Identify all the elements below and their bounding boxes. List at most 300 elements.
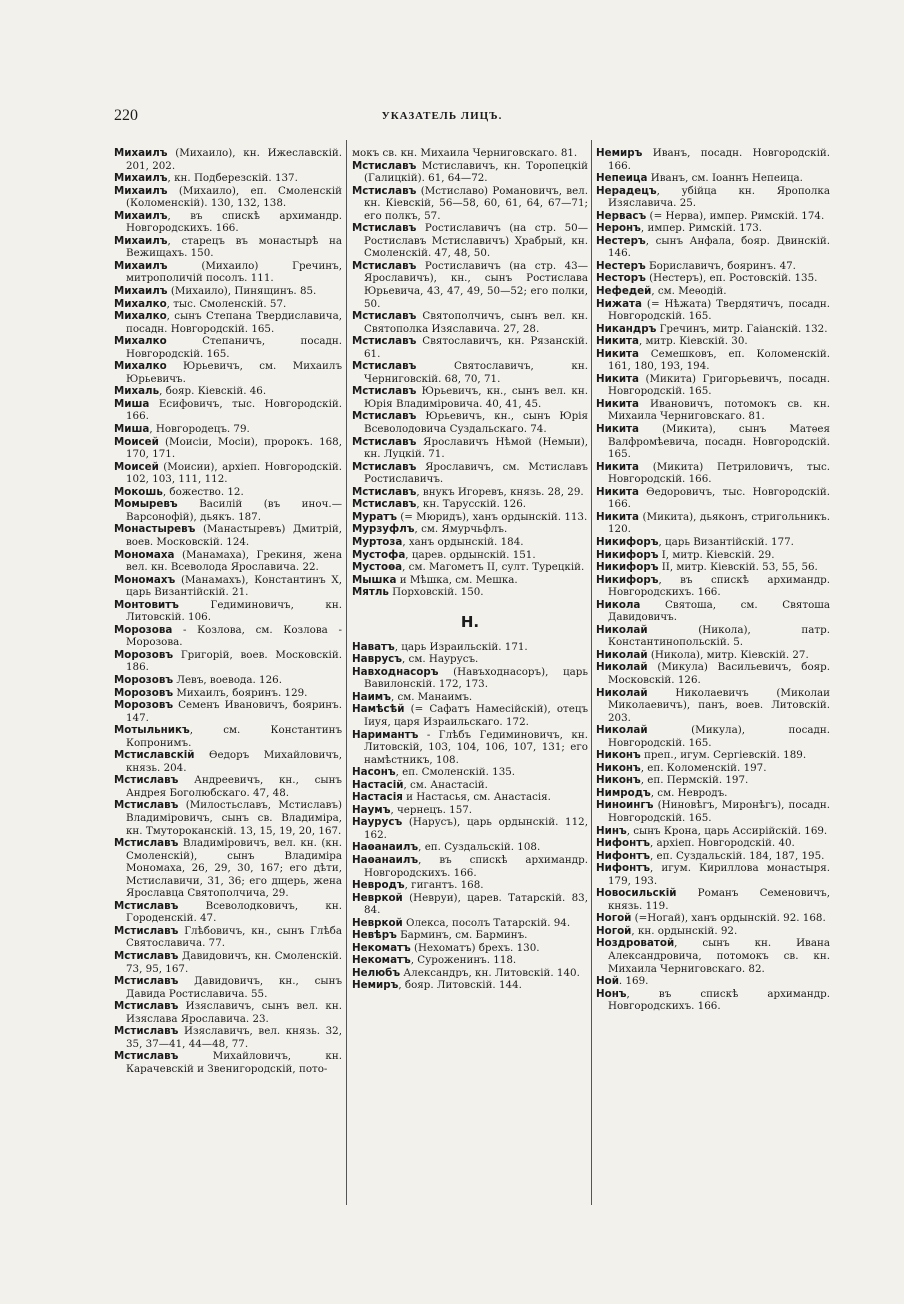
index-entry [114,900,342,925]
entry-text: , въ спискѣ архимандр. Новгородскихъ. 166. [608,573,830,599]
entry-headword: Мустофа [352,548,406,561]
entry-text: Романъ Семеновичъ, князь. 119. [608,887,830,912]
index-entry [114,398,342,423]
entry-headword: Насонъ [352,766,396,779]
entry-headword: Некоматъ [352,954,411,967]
entry-headword: Мстиславъ [114,837,179,850]
entry-text: Святоша, см. Святоша Давидовичъ. [608,598,830,624]
index-entry [114,837,342,900]
index-entry [596,511,830,536]
entry-text: Семенъ Ивановичъ, бояринъ. 147. [126,699,342,724]
entry-headword: Морозовъ [114,673,174,686]
entry-headword: Михаль [114,385,160,398]
index-entry [596,724,830,749]
entry-headword: Михаилъ [114,172,168,185]
entry-headword: Морозовъ [114,686,174,699]
index-entry [352,536,588,549]
entry-headword: Никонъ [596,774,641,787]
index-entry [352,854,588,879]
index-entry [114,423,342,436]
entry-text: (Невруи), царев. Татарскій. 83, 84. [364,891,588,917]
entry-headword: Мстиславъ [114,924,179,937]
index-entry [596,461,830,486]
entry-headword: Никита [596,335,639,348]
index-entry [114,172,342,185]
index-entry [596,172,830,185]
index-entry [596,298,830,323]
index-entry [596,373,830,398]
entry-headword: Ноздроватой [596,937,675,950]
index-entry [114,624,342,649]
entry-headword: Никифоръ [596,548,659,561]
entry-headword: Никифоръ [596,561,659,574]
entry-headword: Немиръ [596,147,643,159]
index-entry [352,804,588,817]
index-entry [352,666,588,691]
index-entry [596,787,830,800]
entry-headword: Никита [596,510,639,523]
index-entry [596,749,830,762]
entry-headword: Нифонтъ [596,837,650,850]
entry-headword: Мотыльникъ [114,724,190,737]
entry-text: Юрьевичъ, кн., сынъ вел. кн. Юрія Владиміровича. 40, 41, 45. [364,385,588,410]
index-entry [352,222,588,260]
entry-headword: Наѳанаилъ [352,841,419,854]
entry-headword: Муртоза [352,535,403,548]
entry-headword: Монтовитъ [114,598,179,611]
index-column-1 [114,147,342,1075]
entry-headword: Мстиславъ [352,335,417,348]
entry-headword: Мстиславъ [352,435,417,448]
entry-text: , внукъ Игоревъ, князь. 28, 29. [416,485,584,498]
index-entry [352,160,588,185]
entry-text: Олекса, посолъ Татарскій. 94. [402,916,571,929]
entry-headword: Михалко [114,360,167,373]
entry-text: , сынъ Крона, царь Ассирійскій. 169. [626,824,828,837]
index-entry [114,436,342,461]
entry-text: , кн. ордынскій. 92. [631,924,738,937]
index-entry [352,549,588,562]
entry-text: Юрьевичъ, см. Михаилъ Юрьевичъ. [126,360,342,385]
entry-text: Степаничъ, посадн. Новгородскій. 165. [126,335,342,360]
entry-headword: Никонъ [596,761,641,774]
page-header [112,107,772,131]
index-entry [596,486,830,511]
entry-headword: Михалко [114,310,167,323]
entry-text: , см. Манаимъ. [390,690,473,703]
column-rule [346,140,347,1205]
entry-headword: Мстиславъ [352,310,417,323]
entry-headword: Нервасъ [596,209,647,222]
entry-text: (= Нерва), импер. Римскій. 174. [646,209,825,222]
index-entry [114,185,342,210]
entry-headword: Навходнасоръ [352,665,439,678]
entry-text: Давидовичъ, кн., сынъ Давида Ростиславича. 55. [126,975,342,1000]
entry-text: Ивановичъ, потомокъ св. кн. Михаила Черниговскаго. 81. [608,397,830,423]
index-entry [596,210,830,223]
entry-headword: Настасія [352,791,403,804]
index-entry [114,724,342,749]
entry-text: (Ниновѣгъ, Миронѣгъ), посадн. Новгородскій. 165. [608,799,830,824]
index-entry [114,523,342,548]
entry-text: (=Ногай), ханъ ордынскій. 92. 168. [631,912,826,925]
index-entry [596,147,830,172]
entry-text: , митр. Кіевскій. 30. [638,335,748,348]
entry-text: , гигантъ. 168. [404,879,484,892]
index-entry [596,423,830,461]
entry-text: , см. Меѳодій. [651,285,727,298]
index-entry [352,929,588,942]
entry-text: (Моисии), архіеп. Новгородскій. 102, 103, 111, 112. [126,460,342,486]
entry-text: Александръ, кн. Литовскій. 140. [400,966,580,979]
entry-text: Мстиславичъ, кн. Торопецкій (Галицкій). 61, 64—72. [364,159,588,185]
index-entry [596,825,830,838]
index-entry [352,729,588,767]
entry-text: , царев. ордынскій. 151. [405,548,536,561]
entry-headword: Немиръ [352,979,399,992]
index-entry [352,561,588,574]
entry-headword: Мстиславъ [114,1000,179,1013]
entry-headword: Мстиславъ [114,950,179,962]
entry-text: , еп. Пермскій. 197. [640,774,749,787]
entry-text: , царь Византійскій. 177. [658,535,794,548]
entry-headword: Нижата [596,297,642,310]
entry-headword: Морозова [114,623,173,636]
entry-text: (Микита) Петриловичъ, тыс. Новгородскій. 166. [608,460,830,486]
column-rule [591,140,592,1205]
entry-headword: Намѣсѣй [352,703,405,716]
index-entry [114,649,342,674]
entry-text: (Навъходнасоръ), царь Вавилонскій. 172, 173. [364,665,588,691]
index-entry [352,410,588,435]
index-entry [352,892,588,917]
index-entry [596,912,830,925]
index-entry [352,385,588,410]
entry-headword: Миша [114,397,150,410]
entry-headword: Мстиславъ [352,385,417,398]
index-entry [114,1025,342,1050]
index-entry [114,975,342,1000]
entry-headword: Николай [596,686,648,699]
entry-headword: Наримантъ [352,728,419,741]
entry-text: Святославичъ, кн. Рязанскій. 61. [364,335,588,360]
index-entry [352,586,588,599]
entry-headword: Невркой [352,891,403,904]
index-entry [596,862,830,887]
entry-headword: Новосильскій [596,887,677,900]
entry-headword: Мстиславъ [114,1025,179,1038]
entry-text: (Михаило), Пинящинъ. 85. [167,285,317,298]
entry-text: Николаевичъ (Миколаи Миколаевичъ), панъ, воев. Литовскій. 203. [608,686,830,724]
entry-headword: Нимродъ [596,786,651,799]
index-entry [114,498,342,523]
entry-text: (Михаило) Гречинъ, митрополичій посолъ. 111. [126,259,342,285]
section-letter: Н. [460,612,480,631]
entry-headword: Нифонтъ [596,862,650,875]
entry-headword: Нефедей [596,285,652,298]
index-column-3 [596,147,830,1013]
index-column-2 [352,147,588,992]
entry-headword: Мстиславъ [352,360,417,373]
entry-headword: Невркой [352,916,403,929]
entry-headword: Ногой [596,924,632,937]
entry-text: (Нехоматъ) брехъ. 130. [410,941,540,954]
entry-headword: Нинъ [596,824,627,837]
entry-text: Ѳедоръ Михайловичъ, князь. 204. [126,749,342,774]
index-entry [596,285,830,298]
entry-headword: Михаилъ [114,234,168,247]
index-entry [596,335,830,348]
entry-text: , ханъ ордынскій. 184. [402,535,524,548]
entry-text: и Мѣшка, см. Мешка. [396,573,518,586]
entry-text: Святославичъ, кн. Черниговскій. 68, 70, 71. [364,360,588,385]
entry-headword: Мстиславъ [352,259,417,272]
index-entry [596,661,830,686]
entry-headword: Наватъ [352,640,395,653]
entry-headword: Никита [596,460,639,473]
index-entry [596,649,830,662]
index-entry [596,925,830,938]
entry-text: (= Сафатъ Намесійскій), отецъ Iиуя, царя Израильскаго. 172. [364,703,588,728]
index-entry [352,653,588,666]
entry-text: , сынъ Степана Твердиславича, посадн. Новгородскій. 165. [126,310,342,335]
index-entry [352,498,588,511]
index-entry [114,385,342,398]
entry-text: (Михаило), кн. Ижеславскій. 201, 202. [126,147,342,172]
entry-text: , въ спискѣ архимандр. Новгородскихъ. 166. [126,209,342,235]
entry-headword: Мстиславъ [114,1050,179,1063]
entry-text: , см. Ямурчьфлъ. [414,523,508,536]
entry-text: (Микита) Григорьевичъ, посадн. Новгородскій. 165. [608,372,830,398]
index-entry [114,260,342,285]
entry-text: , кн. Тарусскій. 126. [416,498,527,511]
entry-headword: Никола [596,598,641,611]
entry-text: (Микула) Васильевичъ, бояр. Московскій. 126. [608,661,830,686]
entry-text: Изяславичъ, сынъ вел. кн. Изяслава Ярославича. 23. [126,1000,342,1025]
index-entry [352,185,588,223]
index-entry [596,799,830,824]
entry-text: преп., игум. Сергіевскій. 189. [640,749,807,762]
entry-text: Есифовичъ, тыс. Новгородскій. 166. [126,397,342,423]
index-entry [114,925,342,950]
index-entry [352,979,588,992]
entry-text: Глѣбовичъ, кн., сынъ Глѣба Святославича. 77. [126,924,342,950]
index-entry [596,837,830,850]
entry-text: , Суроженинъ. 118. [410,954,517,967]
entry-text: , бояр. Литовскій. 144. [398,979,522,992]
entry-text: Порховскій. 150. [388,586,484,599]
entry-headword: Моисей [114,435,159,448]
index-entry [114,799,342,837]
entry-text: Михайловичъ, кн. Карачевскій и Звенигородскій, пото- [126,1050,342,1075]
entry-text: Барминъ, см. Барминъ. [396,929,528,942]
entry-headword: Нонъ [596,987,627,1000]
index-entry [352,703,588,728]
index-entry [352,147,588,160]
entry-text: (Никола), патр. Константинопольскій. 5. [608,623,830,649]
entry-text: , см. Константинъ Копронимъ. [126,724,342,749]
entry-text: , бояр. Кіевскій. 46. [159,385,267,398]
entry-text: , убійца кн. Ярополка Изяславича. 25. [608,184,830,210]
entry-text: Гречинъ, митр. Гаіанскій. 132. [656,322,828,335]
entry-headword: Михаилъ [114,285,168,298]
index-entry [114,599,342,624]
entry-text: (Мстиславо) Романовичъ, вел. кн. Кіевскій, 56—58, 60, 61, 64, 67—71; его полкъ, 57. [364,184,588,222]
entry-text: Ярославичъ, см. Мстиславъ Ростиславичъ. [364,460,588,486]
entry-text: , сынъ Анфала, бояр. Двинскій. 146. [608,234,830,260]
entry-text: , см. Наурусъ. [402,653,479,666]
entry-text: Ростиславичъ (на стр. 50—Ростиславъ Мстиславичъ) Храбрый, кн. Смоленскій. 47, 48, 50. [364,222,588,260]
index-entry [596,850,830,863]
entry-headword: Наурусъ [352,816,403,829]
entry-text: (Микула), посадн. Новгородскій. 165. [608,724,830,749]
index-entry [114,774,342,799]
index-entry [352,436,588,461]
index-entry [596,975,830,988]
entry-text: Михаилъ, бояринъ. 129. [173,686,308,699]
index-entry [596,574,830,599]
entry-headword: Нестеръ [596,259,646,272]
entry-text: Григорій, воев. Московскій. 186. [126,648,342,674]
entry-text: , чернецъ. 157. [390,803,473,816]
entry-headword: Нестеръ [596,234,646,247]
entry-text: - Глѣбъ Гедиминовичъ, кн. Литовскій, 103, 104, 106, 107, 131; его намѣстникъ, 108. [364,728,588,766]
entry-headword: Несторъ [596,272,646,285]
index-entry [352,942,588,955]
entry-headword: Мстиславъ [352,460,417,473]
index-entry [596,536,830,549]
entry-text: , еп. Коломенскій. 197. [640,761,767,774]
entry-text: (Никола), митр. Кіевскій. 27. [647,648,809,661]
running-title: УКАЗАТЕЛЬ ЛИЦЪ. [381,110,503,122]
entry-text: II, митр. Кіевскій. 53, 55, 56. [658,561,818,574]
index-entry [596,687,830,725]
entry-text: (= Нѣжата) Твердятичъ, посадн. Новгородскій. 165. [608,297,830,323]
index-entry [596,185,830,210]
entry-headword: Момыревъ [114,498,178,511]
entry-headword: Мстиславъ [352,159,417,172]
index-entry [596,774,830,787]
entry-headword: Наврусъ [352,653,403,666]
entry-headword: Николай [596,661,648,674]
index-entry [352,360,588,385]
entry-headword: Мятль [352,586,389,599]
index-entry [352,511,588,524]
index-entry [352,260,588,310]
index-entry [114,335,342,360]
index-entry [114,574,342,599]
index-entry [114,1050,342,1075]
entry-text: Бориславичъ, бояринъ. 47. [645,259,796,272]
entry-headword: Настасій [352,778,404,791]
entry-text: , старецъ въ монастырѣ на Вежищахъ. 150. [126,234,342,260]
entry-headword: Михалко [114,335,167,348]
entry-text: Владиміровичъ, вел. кн. (кн. Смоленскій), сынъ Владиміра Мономаха, 26, 29, 30, 167; его дѣти, Мстиславичи, 31, 36; его дщерь, жена Ярославца Святополчича, 29. [126,837,342,900]
entry-text: Иванъ, см. Іоаннъ Непеица. [647,172,803,185]
entry-text: . 169. [618,975,649,988]
entry-text: Семешковъ, еп. Коломенскій. 161, 180, 193, 194. [608,347,830,373]
entry-headword: Мстиславъ [352,485,417,498]
index-entry [114,360,342,385]
entry-headword: Мустоѳа [352,561,403,574]
index-entry [352,486,588,499]
entry-headword: Никифоръ [596,573,659,586]
index-entry [352,779,588,792]
index-entry [596,348,830,373]
entry-headword: Некоматъ [352,941,411,954]
entry-headword: Миша [114,423,150,436]
entry-text: (Милостьславъ, Мстиславъ) Владиміровичъ, сынъ св. Владиміра, кн. Тмутороканскій. 13, 15, 19, 20, 167. [126,799,342,837]
index-entry [352,310,588,335]
entry-text: I, митр. Кіевскій. 29. [658,548,775,561]
index-entry [596,624,830,649]
entry-headword: Невѣръ [352,929,397,942]
entry-headword: Наѳанаилъ [352,853,419,866]
entry-headword: Мокошь [114,485,163,498]
entry-headword: Непеица [596,172,648,185]
entry-headword: Николай [596,648,648,661]
index-entry [352,691,588,704]
entry-headword: Михалко [114,297,167,310]
entry-text: (= Мюридъ), ханъ ордынскій. 113. [396,510,588,523]
entry-text: Левъ, воевода. 126. [173,673,282,686]
entry-text: (Нарусъ), царь ордынскій. 112, 162. [364,816,588,841]
entry-text: Изяславичъ, вел. князь. 32, 35, 37—41, 44—48, 77. [126,1025,342,1050]
entry-text: (Моисiи, Мосiи), пророкъ. 168, 170, 171. [126,435,342,461]
entry-headword: Михаилъ [114,209,168,222]
entry-headword: Мстиславъ [114,975,179,988]
entry-headword: Мстиславъ [352,222,417,235]
entry-text: , см. Невродъ. [650,786,728,799]
entry-headword: Никита [596,372,639,385]
entry-headword: Муратъ [352,510,397,523]
index-entry [114,749,342,774]
index-entry [596,272,830,285]
entry-text: Всеволодковичъ, кн. Городенскій. 47. [126,899,342,925]
entry-text: (Микита), дьяконъ, стригольникъ. 120. [608,510,830,536]
entry-headword: Морозовъ [114,648,174,661]
entry-headword: Морозовъ [114,699,174,712]
entry-headword: Мстиславъ [114,774,179,787]
index-entry [114,235,342,260]
entry-text: , въ спискѣ архимандр. Новгородскихъ. 166. [608,987,830,1013]
entry-headword: Михаилъ [114,147,168,159]
index-entry [352,816,588,841]
index-entry [352,335,588,360]
entry-headword: Мстиславъ [352,184,417,197]
page-number: 220 [114,107,138,124]
entry-text: , сынъ кн. Ивана Александровича, потомокъ св. кн. Михаила Черниговскаго. 82. [608,937,830,975]
index-entry [596,549,830,562]
entry-text: , царь Израильскій. 171. [394,640,528,653]
index-entry [596,988,830,1013]
entry-text: , еп. Суздальскій. 184, 187, 195. [649,849,825,862]
entry-text: (Михаило), еп. Смоленскій (Коломенскій). 130, 132, 138. [126,184,342,210]
entry-text: Ярославичъ Нѣмой (Немыи), кн. Луцкій. 71. [364,435,588,461]
index-entry [352,641,588,654]
index-entry [352,879,588,892]
index-entry [352,917,588,930]
entry-headword: Никандръ [596,322,657,335]
entry-headword: Никита [596,347,639,360]
entry-headword: Николай [596,724,648,737]
index-entry [596,260,830,273]
entry-text: Василій (въ иноч.—Варсонофій), дьякъ. 187. [126,498,342,523]
entry-text: , тыс. Смоленскій. 57. [166,297,287,310]
entry-headword: Мстиславъ [352,498,417,511]
index-entry [114,298,342,311]
entry-text: Иванъ, посадн. Новгородскій. 166. [608,147,830,172]
